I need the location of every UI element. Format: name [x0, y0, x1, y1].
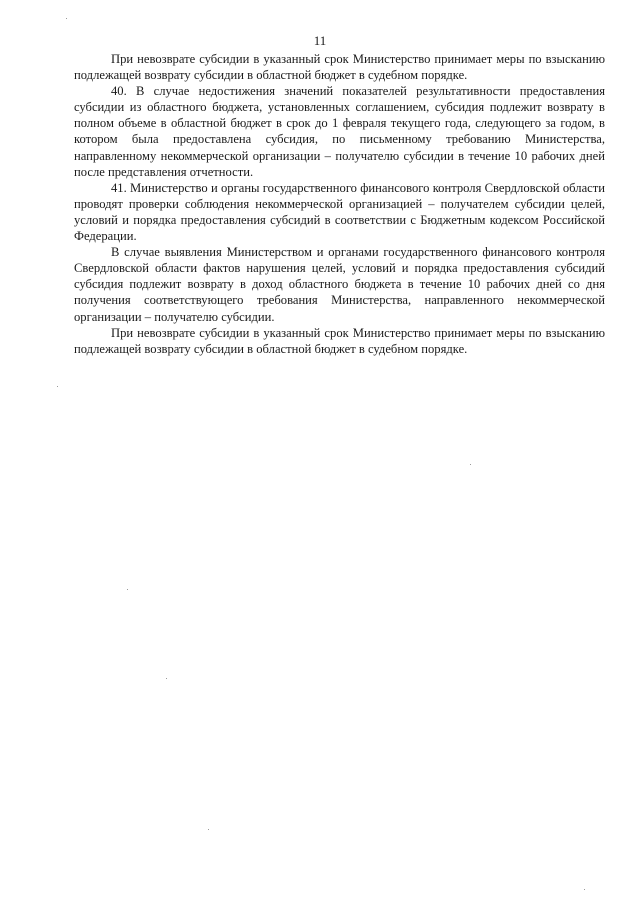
- scan-speck: [584, 889, 585, 890]
- page-number: 11: [313, 33, 327, 48]
- scan-speck: [470, 464, 471, 465]
- scan-speck: [57, 386, 58, 387]
- scan-speck: [127, 589, 128, 590]
- scan-speck: [166, 678, 167, 679]
- scan-speck: [208, 829, 209, 830]
- paragraph-refund-court-2: При невозврате субсидии в указанный срок Министерство принимает меры по взысканию подлежащей возврату субсидии в областной бюджет в судебном порядке.: [74, 325, 605, 356]
- scan-speck: [66, 18, 67, 19]
- paragraph-40: 40. В случае недостижения значений показателей результативности предоставления субсидии из областного бюджета, установленных соглашением, субсидия подлежит возврату в полном объеме в областной бюджет в срок до 1 февраля текущего года, следующего за годом, в котором была предоставлена субсидия, по письменному требованию Министерства, направленному некоммерческой организации – получателю субсидии в течение 10 рабочих дней после представления отчетности.: [74, 84, 605, 179]
- document-body: [74, 51, 605, 357]
- paragraph-41: 41. Министерство и органы государственного финансового контроля Свердловской области проводят проверки соблюдения некоммерческой организацией – получателем субсидии целей, условий и порядка предоставления субсидий в соответствии с Бюджетным кодексом Российской Федерации.: [74, 180, 605, 244]
- paragraph-violation: В случае выявления Министерством и органами государственного финансового контроля Свердловской области фактов нарушения целей, условий и порядка предоставления субсидий субсидия подлежит возврату в доход областного бюджета в течение 10 рабочих дней со дня получения соответствующего требования Министерства, направленного некоммерческой организации – получателю субсидии.: [74, 245, 605, 324]
- paragraph-refund-court-1: При невозврате субсидии в указанный срок Министерство принимает меры по взысканию подлежащей возврату субсидии в областной бюджет в судебном порядке.: [74, 52, 605, 83]
